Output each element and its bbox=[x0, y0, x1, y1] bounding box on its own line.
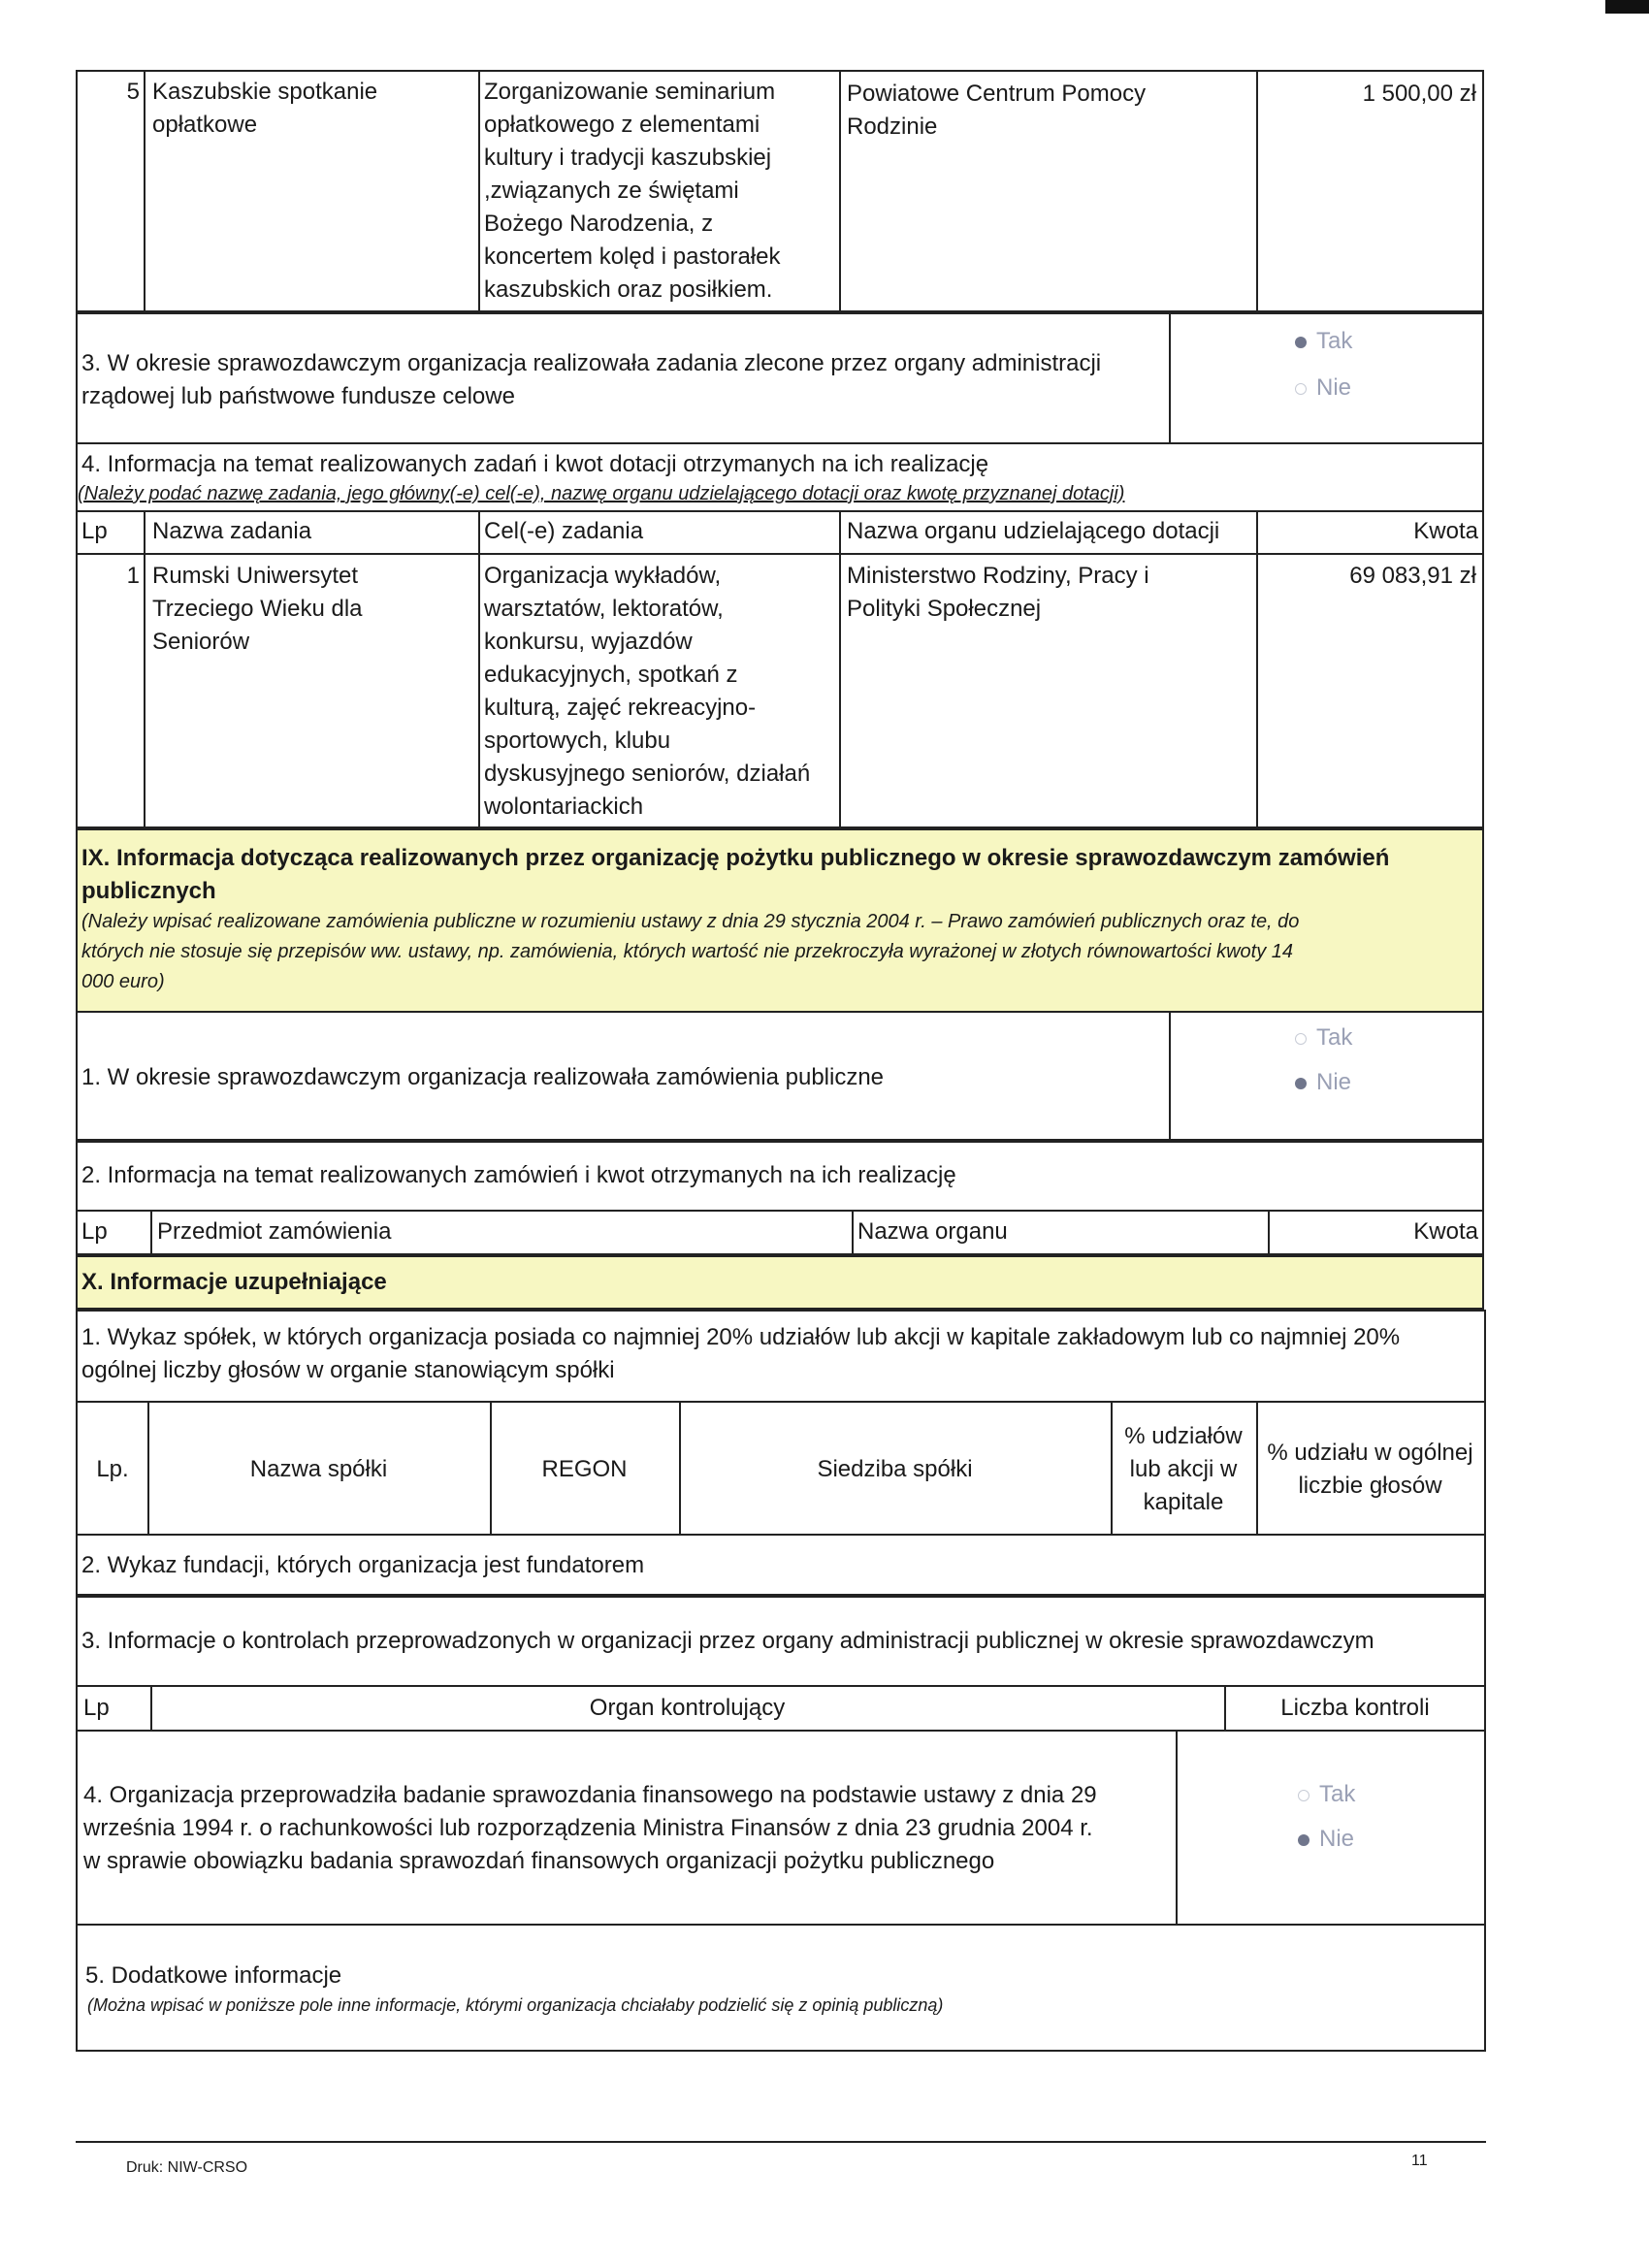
section-10-q2-text: 2. Wykaz fundacji, których organizacja jest fundatorem bbox=[81, 1552, 645, 1578]
section-10-q3-text: 3. Informacje o kontrolach przeprowadzonych w organizacji przez organy administracji publicznej w okresie sprawozdawczym bbox=[81, 1628, 1374, 1654]
question-3-text: 3. W okresie sprawozdawczym organizacja realizowała zadania zlecone przez organy administracji rządowej lub państwowe fundusze celowe bbox=[81, 350, 1102, 409]
radio-selected-icon bbox=[1295, 1078, 1307, 1089]
section-10-q4-text: 4. Organizacja przeprowadziła badanie sprawozdania finansowego na podstawie ustawy z dnia 29 września 1994 r. o rachunkowości lub rozporządzenia Ministra Finansów z dnia 23 grudnia 2004 r. w sprawie obowiązku badania sprawozdań finansowych organizacji pożytku publicznego bbox=[83, 1782, 1097, 1874]
s10-q3-header-count: Liczba kontroli bbox=[1280, 1695, 1430, 1721]
s10-q1-header-lp: Lp. bbox=[96, 1456, 129, 1482]
s9-q1-option-nie[interactable]: Nie bbox=[1295, 1069, 1351, 1096]
s10-q1-header-regon: REGON bbox=[541, 1456, 628, 1482]
radio-selected-icon bbox=[1298, 1834, 1310, 1846]
task-row-5-lp: 5 bbox=[126, 79, 140, 105]
s10-q4-option-nie[interactable]: Nie bbox=[1298, 1826, 1354, 1853]
s9-header-amount: Kwota bbox=[1413, 1218, 1478, 1245]
section-10-q5-note: (Można wpisać w poniższe pole inne informacje, którymi organizacja chciałaby podzielić się z opinią publiczną) bbox=[87, 1995, 944, 2015]
q4-header-name: Nazwa zadania bbox=[152, 518, 312, 544]
s10-q4-option-tak[interactable]: Tak bbox=[1298, 1781, 1355, 1808]
s9-header-org: Nazwa organu bbox=[857, 1218, 1008, 1245]
q4-row-1-lp: 1 bbox=[126, 563, 140, 589]
q4-header-lp: Lp bbox=[81, 518, 108, 544]
radio-empty-icon bbox=[1295, 383, 1307, 395]
question-4-note: (Należy podać nazwę zadania, jego główny(-e) cel(-e), nazwę organu udzielającego dotacji oraz kwotę przyznanej dotacji) bbox=[78, 483, 1125, 504]
s10-q1-header-name: Nazwa spółki bbox=[249, 1456, 388, 1482]
task-row-5-name: Kaszubskie spotkanie opłatkowe bbox=[152, 79, 378, 138]
q3-option-nie[interactable]: Nie bbox=[1295, 374, 1351, 402]
radio-empty-icon bbox=[1298, 1790, 1310, 1801]
s9-header-subject: Przedmiot zamówienia bbox=[157, 1218, 392, 1245]
section-9-q2-text: 2. Informacja na temat realizowanych zamówień i kwot otrzymanych na ich realizację bbox=[81, 1162, 956, 1188]
page-number: 11 bbox=[1411, 2153, 1428, 2169]
footer-print-code: Druk: NIW-CRSO bbox=[126, 2159, 248, 2176]
s10-q1-header-share: % udziałów lub akcji w kapitale bbox=[1124, 1423, 1243, 1515]
s10-q1-header-seat: Siedziba spółki bbox=[817, 1456, 973, 1482]
q4-header-org: Nazwa organu udzielającego dotacji bbox=[847, 518, 1220, 544]
question-4-title: 4. Informacja na temat realizowanych zadań i kwot dotacji otrzymanych na ich realizację bbox=[81, 451, 989, 477]
section-10-title: X. Informacje uzupełniające bbox=[81, 1269, 387, 1295]
section-9-q1-text: 1. W okresie sprawozdawczym organizacja realizowała zamówienia publiczne bbox=[81, 1064, 885, 1090]
s9-header-lp: Lp bbox=[81, 1218, 108, 1245]
section-10-q5-title: 5. Dodatkowe informacje bbox=[85, 1962, 342, 1989]
s10-q3-header-lp: Lp bbox=[83, 1695, 110, 1721]
section-9-title: IX. Informacja dotycząca realizowanych przez organizację pożytku publicznego w okresie sprawozdawczym zamówień publicznych bbox=[81, 845, 1390, 904]
q4-header-goal: Cel(-e) zadania bbox=[484, 518, 644, 544]
q4-row-1-amount: 69 083,91 zł bbox=[1349, 563, 1476, 589]
q3-option-tak[interactable]: Tak bbox=[1295, 328, 1352, 355]
scan-corner-mark bbox=[1605, 0, 1649, 14]
section-9-note: (Należy wpisać realizowane zamówienia publiczne w rozumieniu ustawy z dnia 29 stycznia 2004 r. – Prawo zamówień publicznych oraz te, do których nie stosuje się przepisów ww. ustawy, np. zamówienia, których wartość nie przekroczyła wyrażonej w złotych równowartości kwoty 14 000 euro) bbox=[81, 911, 1300, 992]
s10-q3-header-organ: Organ kontrolujący bbox=[589, 1695, 786, 1721]
section-10-q1-text: 1. Wykaz spółek, w których organizacja posiada co najmniej 20% udziałów lub akcji w kapitale zakładowym lub co najmniej 20% ogólnej liczby głosów w organie stanowiącym spółki bbox=[81, 1324, 1401, 1383]
q4-header-amount: Kwota bbox=[1413, 518, 1478, 544]
footer-rule bbox=[76, 2141, 1486, 2143]
radio-selected-icon bbox=[1295, 337, 1307, 348]
task-row-5-org: Powiatowe Centrum Pomocy Rodzinie bbox=[847, 81, 1147, 140]
s10-q1-header-votes: % udziału w ogólnej liczbie głosów bbox=[1267, 1440, 1473, 1499]
q4-row-1-goal: Organizacja wykładów, warsztatów, lektoratów, konkursu, wyjazdów edukacyjnych, spotkań z kulturą, zajęć rekreacyjno- sportowych, klubu dyskusyjnego seniorów, działań wolontariackich bbox=[484, 563, 811, 820]
q4-row-1-name: Rumski Uniwersytet Trzeciego Wieku dla Seniorów bbox=[152, 563, 363, 655]
task-row-5-amount: 1 500,00 zł bbox=[1362, 81, 1476, 107]
task-row-5-goal: Zorganizowanie seminarium opłatkowego z elementami kultury i tradycji kaszubskiej ,związanych ze świętami Bożego Narodzenia, z koncertem kolęd i pastorałek kaszubskich oraz posiłkiem. bbox=[484, 79, 781, 303]
q4-row-1-org: Ministerstwo Rodziny, Pracy i Polityki Społecznej bbox=[847, 563, 1149, 622]
radio-empty-icon bbox=[1295, 1033, 1307, 1045]
s9-q1-option-tak[interactable]: Tak bbox=[1295, 1024, 1352, 1052]
